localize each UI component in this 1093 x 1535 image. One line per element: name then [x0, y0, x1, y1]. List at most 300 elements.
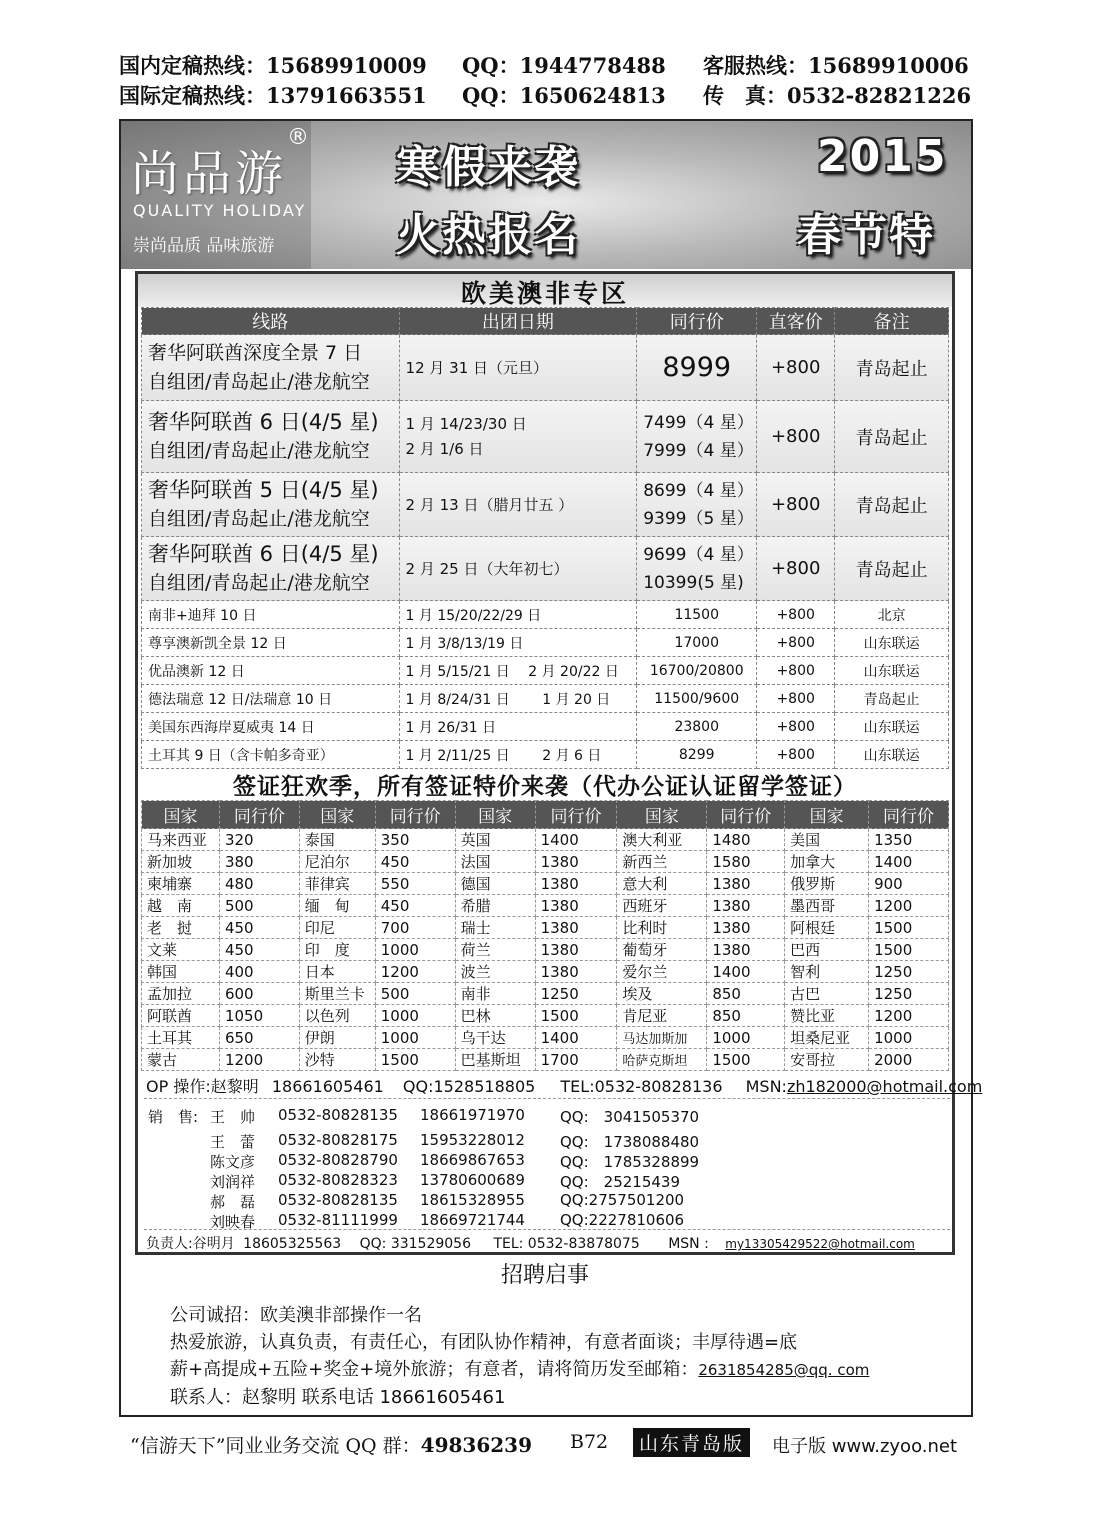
visa-country: 爱尔兰 — [617, 961, 707, 983]
tour-zone-panel — [135, 271, 983, 1255]
depart-date: 1 月 8/24/31 日 1 月 20 日 — [399, 685, 637, 713]
visa-price: 1500 — [869, 917, 949, 939]
op-msn[interactable]: zh182000@hotmail.com — [786, 1077, 983, 1096]
col-price: 同行价 — [535, 801, 617, 829]
table-row — [142, 537, 949, 601]
visa-country: 智利 — [785, 961, 869, 983]
visa-country: 埃及 — [617, 983, 707, 1005]
trade-price-2: 7999（4 星） — [643, 440, 754, 461]
route-name: 奢华阿联酋深度全景 7 日 — [148, 341, 363, 364]
hotline-row-1 — [119, 50, 427, 80]
sales-row — [210, 1131, 830, 1151]
visa-price: 1500 — [869, 939, 949, 961]
recruit-title: 招聘启事 — [500, 1263, 589, 1288]
route-name: 南非+迪拜 10 日 — [142, 601, 400, 629]
page-number: B72 — [570, 1431, 609, 1453]
route-name: 奢华阿联酋 6 日(4/5 星) — [148, 541, 379, 566]
col-country: 国家 — [617, 801, 707, 829]
trade-price: 17000 — [637, 629, 757, 657]
visa-price: 1380 — [535, 895, 617, 917]
domestic-hotline-label: 国内定稿热线： — [119, 53, 266, 78]
col-trade-price: 同行价 — [637, 308, 757, 335]
visa-price: 450 — [375, 895, 455, 917]
visa-country: 新加坡 — [142, 851, 220, 873]
visa-country: 法国 — [455, 851, 535, 873]
trade-price-2: 10399(5 星) — [643, 572, 744, 593]
visa-price: 320 — [219, 829, 299, 851]
sales-qq: QQ:2227810606 — [560, 1211, 685, 1229]
table-row — [142, 1049, 949, 1071]
direct-price: +800 — [757, 685, 835, 713]
note: 青岛起止 — [835, 685, 949, 713]
sales-qq: QQ: 25215439 — [560, 1173, 681, 1191]
divider — [144, 1229, 950, 1230]
recruit-email[interactable]: 2631854285@qq. com — [698, 1361, 870, 1379]
manager-qq: QQ: 331529056 — [359, 1236, 471, 1252]
note: 青岛起止 — [835, 401, 949, 473]
recruit-position: 公司诚招：欧美澳非部操作一名 — [170, 1305, 422, 1326]
sales-row — [210, 1191, 830, 1211]
direct-price: +800 — [757, 401, 835, 473]
visa-price: 1250 — [869, 983, 949, 1005]
visa-country: 老 挝 — [142, 917, 220, 939]
depart-date-2: 2 月 1/6 日 — [405, 439, 484, 458]
title-year: 2015 — [817, 131, 948, 182]
visa-price: 600 — [219, 983, 299, 1005]
route-name: 土耳其 9 日（含卡帕多奇亚） — [142, 741, 400, 769]
visa-country: 俄罗斯 — [785, 873, 869, 895]
trade-price: 11500/9600 — [637, 685, 757, 713]
trade-price: 8999 — [637, 335, 757, 401]
visa-price: 1000 — [869, 1027, 949, 1049]
sales-row — [210, 1106, 830, 1131]
visa-country: 日本 — [299, 961, 375, 983]
visa-price: 1700 — [535, 1049, 617, 1071]
note: 北京 — [835, 601, 949, 629]
sales-name: 王 蕾 — [210, 1133, 256, 1151]
manager-tel: TEL: 0532-83878075 — [493, 1236, 640, 1252]
visa-country: 赞比亚 — [785, 1005, 869, 1027]
visa-price: 1200 — [869, 1005, 949, 1027]
table-row — [142, 895, 949, 917]
table-row — [142, 873, 949, 895]
sales-tel: 0532-80828323 — [278, 1171, 398, 1189]
tour-table — [141, 307, 949, 769]
sales-tel: 0532-80828175 — [278, 1131, 398, 1149]
visa-price: 1380 — [535, 961, 617, 983]
visa-price: 1380 — [707, 917, 785, 939]
trade-price: 9699（4 星） — [643, 544, 754, 565]
sales-name: 刘润祥 — [210, 1173, 256, 1191]
direct-price: +800 — [757, 657, 835, 685]
sales-name: 陈文彦 — [210, 1153, 256, 1171]
divider — [144, 1098, 950, 1099]
title-winter-break: 寒假来袭 — [396, 142, 580, 193]
op-label: OP 操作: — [146, 1077, 211, 1096]
table-row — [142, 713, 949, 741]
visa-country: 沙特 — [299, 1049, 375, 1071]
depart-date: 1 月 2/11/25 日 2 月 6 日 — [399, 741, 637, 769]
qq-group-number: 49836239 — [420, 1433, 532, 1457]
visa-price: 1200 — [375, 961, 455, 983]
note: 青岛起止 — [835, 473, 949, 537]
visa-country: 蒙古 — [142, 1049, 220, 1071]
sales-qq: QQ: 1785328899 — [560, 1153, 700, 1171]
trade-price: 16700/20800 — [637, 657, 757, 685]
col-country: 国家 — [299, 801, 375, 829]
visa-price: 1200 — [869, 895, 949, 917]
visa-price: 1500 — [535, 1005, 617, 1027]
visa-country: 阿根廷 — [785, 917, 869, 939]
col-country: 国家 — [455, 801, 535, 829]
depart-date: 2 月 13 日（腊月廿五 ） — [405, 496, 574, 514]
visa-price: 1500 — [375, 1049, 455, 1071]
visa-price: 1380 — [707, 895, 785, 917]
visa-price: 1250 — [869, 961, 949, 983]
sales-mobile: 18669867653 — [420, 1151, 525, 1169]
recruit-requirements: 热爱旅游，认真负责，有责任心，有团队协作精神，有意者面谈；丰厚待遇=底 — [170, 1332, 798, 1353]
route-name: 尊享澳新凯全景 12 日 — [142, 629, 400, 657]
visa-price: 450 — [219, 917, 299, 939]
visa-price: 1350 — [869, 829, 949, 851]
qq-label: QQ： — [462, 83, 520, 108]
sales-name: 王 帅 — [210, 1108, 256, 1126]
visa-country: 斯里兰卡 — [299, 983, 375, 1005]
visa-country: 墨西哥 — [785, 895, 869, 917]
tour-table-header — [142, 308, 949, 335]
table-row — [142, 983, 949, 1005]
table-row — [142, 601, 949, 629]
direct-price: +800 — [757, 335, 835, 401]
visa-price: 1400 — [707, 961, 785, 983]
visa-country: 肯尼亚 — [617, 1005, 707, 1027]
visa-country: 马来西亚 — [142, 829, 220, 851]
table-row — [142, 829, 949, 851]
visa-price: 1400 — [869, 851, 949, 873]
trade-price: 8299 — [637, 741, 757, 769]
note: 山东联运 — [835, 629, 949, 657]
route-name: 德法瑞意 12 日/法瑞意 10 日 — [142, 685, 400, 713]
op-phone: 18661605461 — [271, 1077, 384, 1096]
visa-price: 1000 — [375, 1027, 455, 1049]
col-route: 线路 — [142, 308, 400, 335]
manager-msn[interactable]: my13305429522@hotmail.com — [725, 1237, 915, 1251]
visa-table — [141, 800, 949, 1071]
sales-tel: 0532-80828135 — [278, 1191, 398, 1209]
depart-date: 1 月 15/20/22/29 日 — [399, 601, 637, 629]
col-direct-price: 直客价 — [757, 308, 835, 335]
note: 山东联运 — [835, 713, 949, 741]
table-row — [142, 917, 949, 939]
visa-country: 葡萄牙 — [617, 939, 707, 961]
note: 山东联运 — [835, 741, 949, 769]
visa-price: 1000 — [707, 1027, 785, 1049]
trade-price: 11500 — [637, 601, 757, 629]
visa-country: 新西兰 — [617, 851, 707, 873]
sales-mobile: 13780600689 — [420, 1171, 525, 1189]
visa-country: 土耳其 — [142, 1027, 220, 1049]
title-spring-festival-issue: 春节特 — [797, 210, 935, 261]
route-name: 奢华阿联酋 6 日(4/5 星) — [148, 409, 379, 434]
title-hot-signup: 火热报名 — [396, 210, 580, 261]
visa-country: 西班牙 — [617, 895, 707, 917]
footer-slogan — [130, 1431, 532, 1458]
visa-price: 1380 — [535, 851, 617, 873]
direct-price: +800 — [757, 473, 835, 537]
visa-price: 850 — [707, 983, 785, 1005]
op-msn-label: MSN: — [745, 1077, 787, 1096]
table-row — [142, 741, 949, 769]
visa-price: 400 — [219, 961, 299, 983]
banner — [121, 121, 971, 269]
visa-price: 1380 — [535, 939, 617, 961]
qq-group-label: “信游天下”同业业务交流 QQ 群： — [130, 1435, 421, 1457]
recruit-benefits — [170, 1356, 869, 1384]
visa-price: 380 — [219, 851, 299, 873]
visa-price: 1580 — [707, 851, 785, 873]
sales-label: 销 售: — [148, 1108, 199, 1126]
visa-price: 1200 — [219, 1049, 299, 1071]
logo-english: QUALITY HOLIDAY — [133, 201, 307, 220]
visa-price: 1380 — [707, 873, 785, 895]
direct-price: +800 — [757, 537, 835, 601]
visa-country: 韩国 — [142, 961, 220, 983]
table-row — [142, 1027, 949, 1049]
table-row — [142, 401, 949, 473]
depart-date: 12 月 31 日（元旦） — [405, 359, 549, 377]
logo: 尚品游 — [131, 146, 288, 202]
trade-price: 7499（4 星） — [643, 412, 754, 433]
visa-price: 850 — [707, 1005, 785, 1027]
col-price: 同行价 — [707, 801, 785, 829]
table-row — [142, 473, 949, 537]
fax-number: 0532-82821226 — [787, 83, 972, 108]
visa-country: 印尼 — [299, 917, 375, 939]
table-row — [142, 335, 949, 401]
visa-price: 450 — [219, 939, 299, 961]
logo-slogan: 崇尚品质 品味旅游 — [133, 236, 275, 256]
visa-price: 900 — [869, 873, 949, 895]
fax — [703, 80, 971, 110]
trade-price-2: 9399（5 星） — [643, 508, 754, 529]
depart-date: 1 月 14/23/30 日 — [405, 414, 527, 433]
visa-country: 尼泊尔 — [299, 851, 375, 873]
visa-country: 缅 甸 — [299, 895, 375, 917]
visa-country: 乌干达 — [455, 1027, 535, 1049]
domestic-hotline-number: 15689910009 — [266, 53, 427, 78]
domestic-qq — [462, 50, 666, 80]
manager-label: 负责人: — [146, 1236, 193, 1252]
zone-title-bar — [138, 274, 952, 307]
depart-date: 2 月 25 日（大年初七） — [405, 560, 569, 578]
visa-price: 500 — [219, 895, 299, 917]
intl-hotline-number: 13791663551 — [266, 83, 427, 108]
intl-qq — [462, 80, 666, 110]
route-name: 美国东西海岸夏威夷 14 日 — [142, 713, 400, 741]
visa-country: 印 度 — [299, 939, 375, 961]
trade-price: 8699（4 星） — [643, 480, 754, 501]
col-note: 备注 — [835, 308, 949, 335]
recruit-body — [170, 1302, 869, 1411]
op-name: 赵黎明 — [210, 1077, 259, 1096]
service-hotline — [703, 50, 969, 80]
sales-tel: 0532-80828790 — [278, 1151, 398, 1169]
visa-price: 1250 — [535, 983, 617, 1005]
sales-list — [210, 1106, 830, 1231]
sales-tel: 0532-80828135 — [278, 1106, 398, 1124]
visa-price: 1500 — [707, 1049, 785, 1071]
visa-country: 巴林 — [455, 1005, 535, 1027]
sales-row — [210, 1171, 830, 1191]
sales-row — [210, 1151, 830, 1171]
visa-price: 1000 — [375, 1005, 455, 1027]
visa-country: 伊朗 — [299, 1027, 375, 1049]
col-price: 同行价 — [219, 801, 299, 829]
route-detail: 自组团/青岛起止/港龙航空 — [148, 507, 370, 530]
visa-country: 柬埔寨 — [142, 873, 220, 895]
visa-country: 比利时 — [617, 917, 707, 939]
visa-price: 1000 — [375, 939, 455, 961]
service-number: 15689910006 — [808, 53, 969, 78]
visa-country: 以色列 — [299, 1005, 375, 1027]
visa-country: 瑞士 — [455, 917, 535, 939]
qq-label: QQ： — [462, 53, 520, 78]
edition-badge: 山东青岛版 — [633, 1428, 750, 1457]
visa-country: 安哥拉 — [785, 1049, 869, 1071]
visa-country: 澳大利亚 — [617, 829, 707, 851]
direct-price: +800 — [757, 741, 835, 769]
table-row — [142, 685, 949, 713]
direct-price: +800 — [757, 713, 835, 741]
visa-country: 德国 — [455, 873, 535, 895]
visa-price: 550 — [375, 873, 455, 895]
sales-mobile: 18669721744 — [420, 1211, 525, 1229]
zone-title: 欧美澳非专区 — [460, 279, 629, 308]
visa-table-body — [142, 829, 949, 1071]
op-qq: QQ:1528518805 — [402, 1077, 536, 1096]
route-name: 优品澳新 12 日 — [142, 657, 400, 685]
sales-name: 郝 磊 — [210, 1193, 256, 1211]
visa-price: 480 — [219, 873, 299, 895]
route-detail: 自组团/青岛起止/港龙航空 — [148, 439, 370, 462]
visa-country: 越 南 — [142, 895, 220, 917]
hotline-row-2 — [119, 80, 427, 110]
visa-country: 古巴 — [785, 983, 869, 1005]
depart-date: 1 月 26/31 日 — [399, 713, 637, 741]
visa-country: 菲律宾 — [299, 873, 375, 895]
fax-label: 传 真： — [703, 83, 787, 108]
visa-country: 泰国 — [299, 829, 375, 851]
visa-country: 文莱 — [142, 939, 220, 961]
visa-country: 希腊 — [455, 895, 535, 917]
sales-row — [210, 1211, 830, 1231]
visa-country: 英国 — [455, 829, 535, 851]
table-row — [142, 1005, 949, 1027]
depart-date: 1 月 3/8/13/19 日 — [399, 629, 637, 657]
recruit-benefits-text: 薪+高提成+五险+奖金+境外旅游；有意者，请将简历发至邮箱： — [170, 1359, 699, 1380]
visa-country: 巴西 — [785, 939, 869, 961]
visa-country: 巴基斯坦 — [455, 1049, 535, 1071]
sales-name: 刘映春 — [210, 1213, 256, 1231]
trade-price: 23800 — [637, 713, 757, 741]
direct-price: +800 — [757, 629, 835, 657]
service-label: 客服热线： — [703, 53, 808, 78]
note: 青岛起止 — [835, 537, 949, 601]
visa-price: 500 — [375, 983, 455, 1005]
op-contact — [146, 1074, 982, 1097]
visa-price: 1480 — [707, 829, 785, 851]
visa-price: 450 — [375, 851, 455, 873]
visa-country: 哈萨克斯坦 — [617, 1049, 707, 1071]
sales-mobile: 18615328955 — [420, 1191, 525, 1209]
depart-date: 1 月 5/15/21 日 2 月 20/22 日 — [399, 657, 637, 685]
table-row — [142, 851, 949, 873]
visa-price: 1380 — [535, 873, 617, 895]
website[interactable]: 电子版 www.zyoo.net — [772, 1436, 958, 1457]
manager-phone: 18605325563 — [243, 1236, 342, 1252]
visa-price: 650 — [219, 1027, 299, 1049]
visa-country: 意大利 — [617, 873, 707, 895]
visa-table-header — [142, 801, 949, 829]
col-country: 国家 — [785, 801, 869, 829]
recruit-contact: 联系人：赵黎明 联系电话 18661605461 — [170, 1387, 506, 1408]
table-row — [142, 657, 949, 685]
visa-country: 荷兰 — [455, 939, 535, 961]
visa-country: 加拿大 — [785, 851, 869, 873]
visa-price: 1400 — [535, 1027, 617, 1049]
visa-country: 马达加斯加 — [617, 1027, 707, 1049]
col-country: 国家 — [142, 801, 220, 829]
visa-price: 1380 — [535, 917, 617, 939]
visa-country: 南非 — [455, 983, 535, 1005]
col-price: 同行价 — [869, 801, 949, 829]
route-detail: 自组团/青岛起止/港龙航空 — [148, 571, 370, 594]
op-tel: TEL:0532-80828136 — [560, 1077, 723, 1096]
sales-tel: 0532-81111999 — [278, 1211, 398, 1229]
manager-contact — [146, 1233, 915, 1253]
visa-price: 700 — [375, 917, 455, 939]
visa-country: 孟加拉 — [142, 983, 220, 1005]
qq-number: 1650624813 — [519, 83, 666, 108]
direct-price: +800 — [757, 601, 835, 629]
route-detail: 自组团/青岛起止/港龙航空 — [148, 370, 370, 393]
visa-price: 1050 — [219, 1005, 299, 1027]
intl-hotline-label: 国际定稿热线： — [119, 83, 266, 108]
sales-mobile: 15953228012 — [420, 1131, 525, 1149]
table-row — [142, 939, 949, 961]
table-row — [142, 961, 949, 983]
sales-qq: QQ: 3041505370 — [560, 1108, 700, 1126]
visa-country: 美国 — [785, 829, 869, 851]
qq-number: 1944778488 — [519, 53, 666, 78]
visa-title: 签证狂欢季，所有签证特价来袭（代办公证认证留学签证） — [233, 774, 857, 800]
col-date: 出团日期 — [399, 308, 637, 335]
route-name: 奢华阿联酋 5 日(4/5 星) — [148, 477, 379, 502]
visa-price: 1380 — [707, 939, 785, 961]
col-price: 同行价 — [375, 801, 455, 829]
sales-qq: QQ: 1738088480 — [560, 1133, 700, 1151]
visa-country: 阿联酋 — [142, 1005, 220, 1027]
manager-msn-label: MSN : — [668, 1236, 709, 1252]
visa-country: 波兰 — [455, 961, 535, 983]
sales-qq: QQ:2757501200 — [560, 1191, 685, 1209]
table-row — [142, 629, 949, 657]
visa-price: 350 — [375, 829, 455, 851]
manager-name: 谷明月 — [192, 1236, 235, 1252]
visa-price: 1400 — [535, 829, 617, 851]
sales-mobile: 18661971970 — [420, 1106, 525, 1124]
note: 青岛起止 — [835, 335, 949, 401]
